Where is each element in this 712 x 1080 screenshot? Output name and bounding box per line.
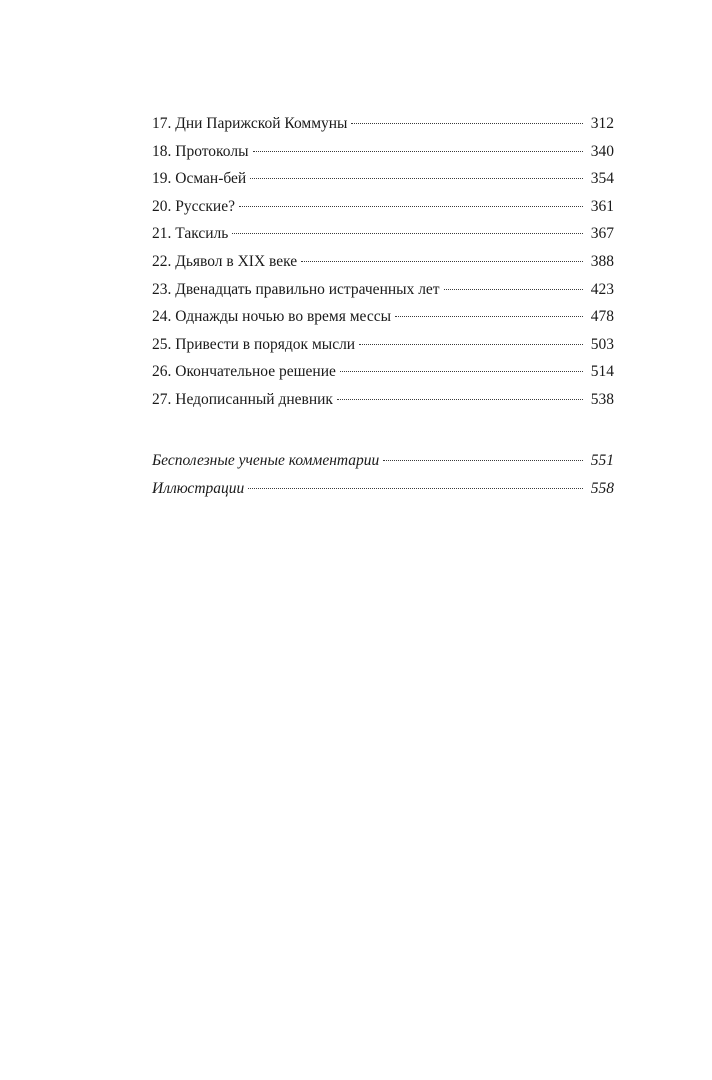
toc-entry-title: 26. Окончательное решение — [152, 363, 336, 381]
toc-entry — [152, 165, 614, 193]
toc-entry-page: 514 — [590, 363, 614, 381]
toc-entry-title: 21. Таксиль — [152, 225, 229, 243]
toc-entry-title: 19. Осман-бей — [152, 170, 247, 188]
toc-entry-title: 25. Привести в порядок мысли — [152, 335, 356, 353]
dot-leader — [340, 371, 583, 372]
toc-entry-title: 18. Протоколы — [152, 142, 249, 160]
toc-entry — [152, 358, 614, 386]
toc-entry-page: 423 — [590, 280, 614, 298]
toc-entry — [152, 475, 614, 503]
toc-entry-title: Бесполезные ученые комментарии — [152, 452, 380, 469]
toc-entry-page: 361 — [590, 197, 614, 215]
toc-entry-page: 354 — [590, 170, 614, 188]
toc-entry-page: 538 — [590, 390, 614, 408]
toc-entry — [152, 193, 614, 221]
toc-entry — [152, 248, 614, 276]
toc-entry-title: Иллюстрации — [152, 480, 245, 497]
toc-entry — [152, 331, 614, 359]
dot-leader — [444, 289, 583, 290]
toc-entry-title: 22. Дьявол в XIX веке — [152, 252, 298, 270]
dot-leader — [383, 460, 582, 461]
toc-entry-page: 388 — [590, 252, 614, 270]
dot-leader — [359, 344, 583, 345]
table-of-contents — [152, 110, 614, 414]
toc-entry — [152, 110, 614, 138]
toc-entry — [152, 220, 614, 248]
dot-leader — [395, 316, 583, 317]
dot-leader — [232, 233, 582, 234]
back-matter-contents — [152, 447, 614, 503]
dot-leader — [301, 261, 583, 262]
toc-entry-page: 478 — [590, 308, 614, 326]
toc-entry — [152, 276, 614, 304]
toc-entry-page: 312 — [590, 115, 614, 132]
toc-entry-title: 24. Однажды ночью во время мессы — [152, 308, 391, 326]
dot-leader — [253, 151, 583, 152]
toc-entry — [152, 447, 614, 475]
toc-entry-title: 27. Недописанный дневник — [152, 390, 333, 408]
toc-entry-page: 551 — [590, 452, 614, 469]
toc-entry-title: 23. Двенадцать правильно истраченных лет — [152, 280, 440, 298]
dot-leader — [250, 178, 583, 179]
toc-entry — [152, 303, 614, 331]
toc-entry — [152, 138, 614, 166]
dot-leader — [337, 399, 583, 400]
toc-entry — [152, 386, 614, 414]
dot-leader — [248, 488, 582, 489]
dot-leader — [239, 206, 583, 207]
toc-entry-title: 20. Русские? — [152, 197, 235, 215]
toc-entry-page: 340 — [590, 142, 614, 160]
toc-entry-page: 503 — [590, 335, 614, 353]
toc-entry-page: 367 — [590, 225, 614, 243]
toc-entry-page: 558 — [590, 480, 614, 497]
toc-entry-title: 17. Дни Парижской Коммуны — [152, 115, 348, 132]
dot-leader — [351, 123, 582, 124]
